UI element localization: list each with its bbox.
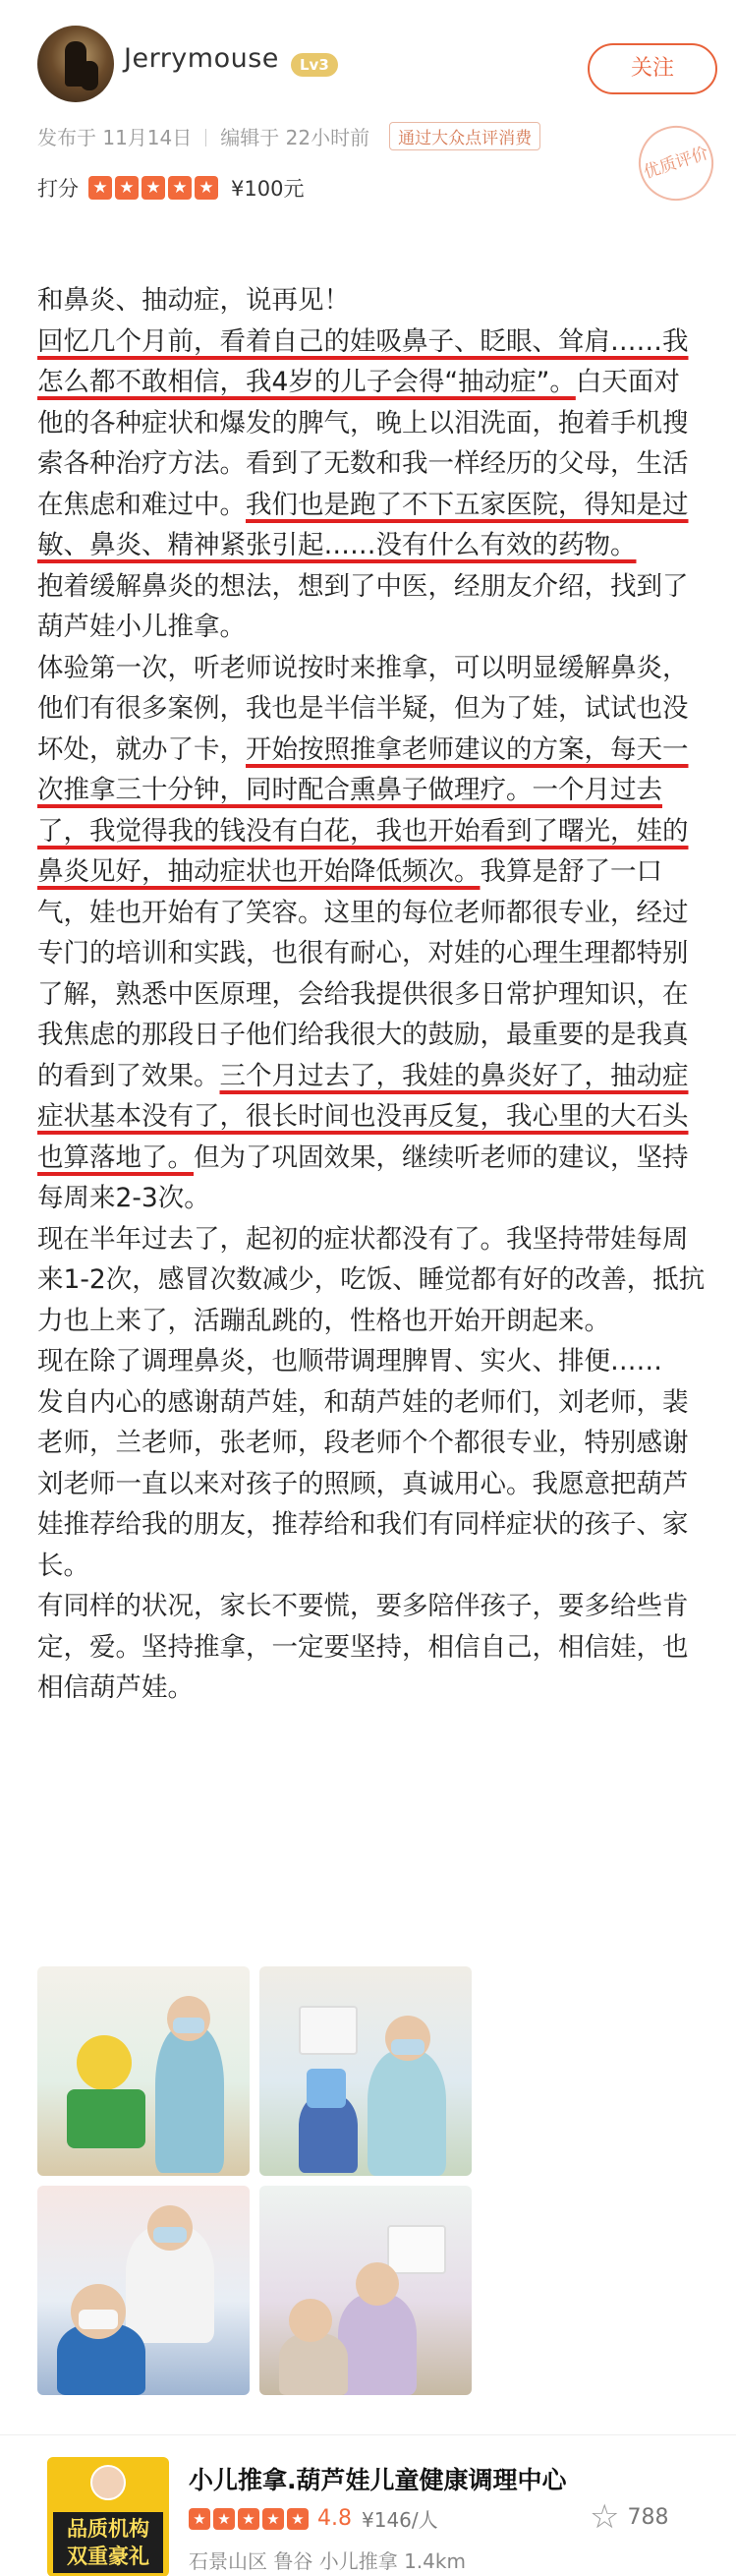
photo-child-sticker [307,2069,346,2108]
star-icon: ★ [287,2508,309,2530]
follow-button[interactable]: 关注 [588,43,717,94]
baby-icon [90,2465,126,2500]
photo-therapist [338,2294,417,2395]
photo-therapist [155,2025,224,2173]
paragraph-text: 体验第一次，听老师说按时来推拿，可以明显缓解鼻炎，他们有很多案例，我也是半信半疑，但为了娃，试试也没坏处，就办了卡， [37,652,689,765]
star-icon: ★ [88,176,112,200]
shop-logo [47,2457,169,2576]
photo-poster [387,2225,446,2274]
photo-therapist [368,2050,446,2176]
shop-card[interactable] [0,2434,736,2576]
shop-score: 4.8 [317,2506,352,2531]
highlight-text: 回忆几个月前，看着自己的娃吸鼻子、眨眼、耸肩……我怎么都不敢相信，我4岁的儿子会得“抽动症”。 [37,325,689,397]
rating-price: ¥100元 [231,177,305,201]
photo-head [356,2262,399,2306]
photo-mask [153,2227,187,2243]
highlight-text: 开始按照推拿老师建议的方案，每天一次推拿三十分钟，同时配合熏鼻子做理疗。 [37,733,689,805]
photo-head [289,2299,332,2342]
review-body [37,280,706,1709]
star-outline-icon: ☆ [590,2497,620,2537]
star-icon: ★ [238,2508,259,2530]
star-icon: ★ [195,176,218,200]
photo-mask [79,2310,118,2329]
level-badge: Lv3 [291,53,338,77]
meta-divider [205,129,206,146]
avatar[interactable] [37,26,114,102]
post-meta [37,122,554,150]
paragraph [37,648,706,1219]
paragraph-text: 白天面对他的各种症状和爆发的脾气，晚上以泪洗面，抱着手机搜索各种治疗方法。看到了无数和我一样经历的父母，生活在焦虑和难过中。 [37,367,689,520]
highlight-text: 一个月过去了，我觉得我的钱没有白花，我也开始看到了曙光，娃的鼻炎见好，抽动症状也开始降低频次。 [37,775,689,887]
star-icon: ★ [115,176,139,200]
photo-poster [299,2006,358,2055]
review-photo[interactable] [37,2186,250,2395]
photo-grid [37,1966,479,2395]
quality-review-seal [629,116,723,210]
logo-line: 双重豪礼 [67,2545,149,2568]
star-icon: ★ [262,2508,284,2530]
review-header [0,0,736,128]
shop-location: 石景山区 鲁谷 小儿推拿 1.4km [189,2549,466,2573]
star-icon: ★ [213,2508,235,2530]
paragraph: 现在除了调理鼻炎，也顺带调理脾胃、实火、排便…… [37,1346,662,1376]
paragraph: 发自内心的感谢葫芦娃，和葫芦娃的老师们，刘老师，裴老师，兰老师，张老师，段老师个个都很专业，特别感谢刘老师一直以来对孩子的照顾，真诚用心。我愿意把葫芦娃推荐给我的朋友，推荐给和我们有同样症状的孩子、家长。 [37,1386,689,1581]
photo-child [67,2089,145,2148]
rating-stars [88,176,221,200]
avatar-figure-child [81,61,98,90]
shop-name[interactable]: 小儿推拿.葫芦娃儿童健康调理中心 [189,2466,567,2494]
paragraph-text: 我算是舒了一口气，娃也开始有了笑容。这里的每位老师都很专业，经过专门的培训和实践，也很有耐心，对娃的心理生理都特别了解，熟悉中医原理，会给我提供很多日常护理知识，在我焦虑的那段日子他们给我很大的鼓励，最重要的是我真的看到了效果。 [37,856,689,1091]
photo-child [279,2333,348,2395]
shop-logo-text [53,2512,163,2573]
seal-text: 优质评价 [641,143,711,184]
review-title: 和鼻炎、抽动症，说再见！ [37,285,350,316]
publish-time: 发布于 11月14日 [37,126,193,149]
favorite-count: 788 [627,2504,669,2530]
logo-line: 品质机构 [67,2517,149,2541]
paragraph: 抱着缓解鼻炎的想法，想到了中医，经朋友介绍，找到了葫芦娃小儿推拿。 [37,570,689,642]
star-icon: ★ [189,2508,210,2530]
shop-price: ¥146/人 [362,2508,438,2532]
review-photo[interactable] [259,1966,472,2176]
highlight-text: 三个月过去了，我娃的鼻炎好了，抽动症症状基本没有了，很长时间也没再反复，我心里的大石头也算落地了。 [37,1060,689,1173]
review-photo[interactable] [259,2186,472,2395]
review-photo[interactable] [37,1966,250,2176]
photo-mask [173,2018,204,2033]
paragraph: 现在半年过去了，起初的症状都没有了。我坚持带娃每周来1-2次，感冒次数减少，吃饭、睡觉都有好的改善，抵抗力也上来了，活蹦乱跳的，性格也开始开朗起来。 [37,1223,706,1336]
photo-mask [391,2039,425,2055]
shop-rating [189,2504,438,2533]
paragraph: 有同样的状况，家长不要慌，要多陪伴孩子，要多给些肯定，爱。坚持推拿，一定要坚持，相信自己，相信娃，也相信葫芦娃。 [37,1591,689,1703]
highlight-text: 我们也是跑了不下五家医院，得知是过敏、鼻炎、精神紧张引起……没有什么有效的药物。 [37,489,689,560]
shop-stars [189,2508,311,2530]
photo-toy [77,2035,132,2090]
edit-time: 编辑于 22小时前 [220,126,370,149]
star-icon: ★ [142,176,165,200]
paragraph [37,280,706,566]
rating-label: 打分 [37,177,79,201]
favorite-button[interactable] [590,2497,669,2537]
username[interactable]: Jerrymouse [124,43,279,74]
star-icon: ★ [168,176,192,200]
rating-row [37,173,304,203]
paragraph-text: 但为了巩固效果，继续听老师的建议，坚持每周来2-3次。 [37,1142,689,1213]
consumption-tag: 通过大众点评消费 [389,122,540,150]
